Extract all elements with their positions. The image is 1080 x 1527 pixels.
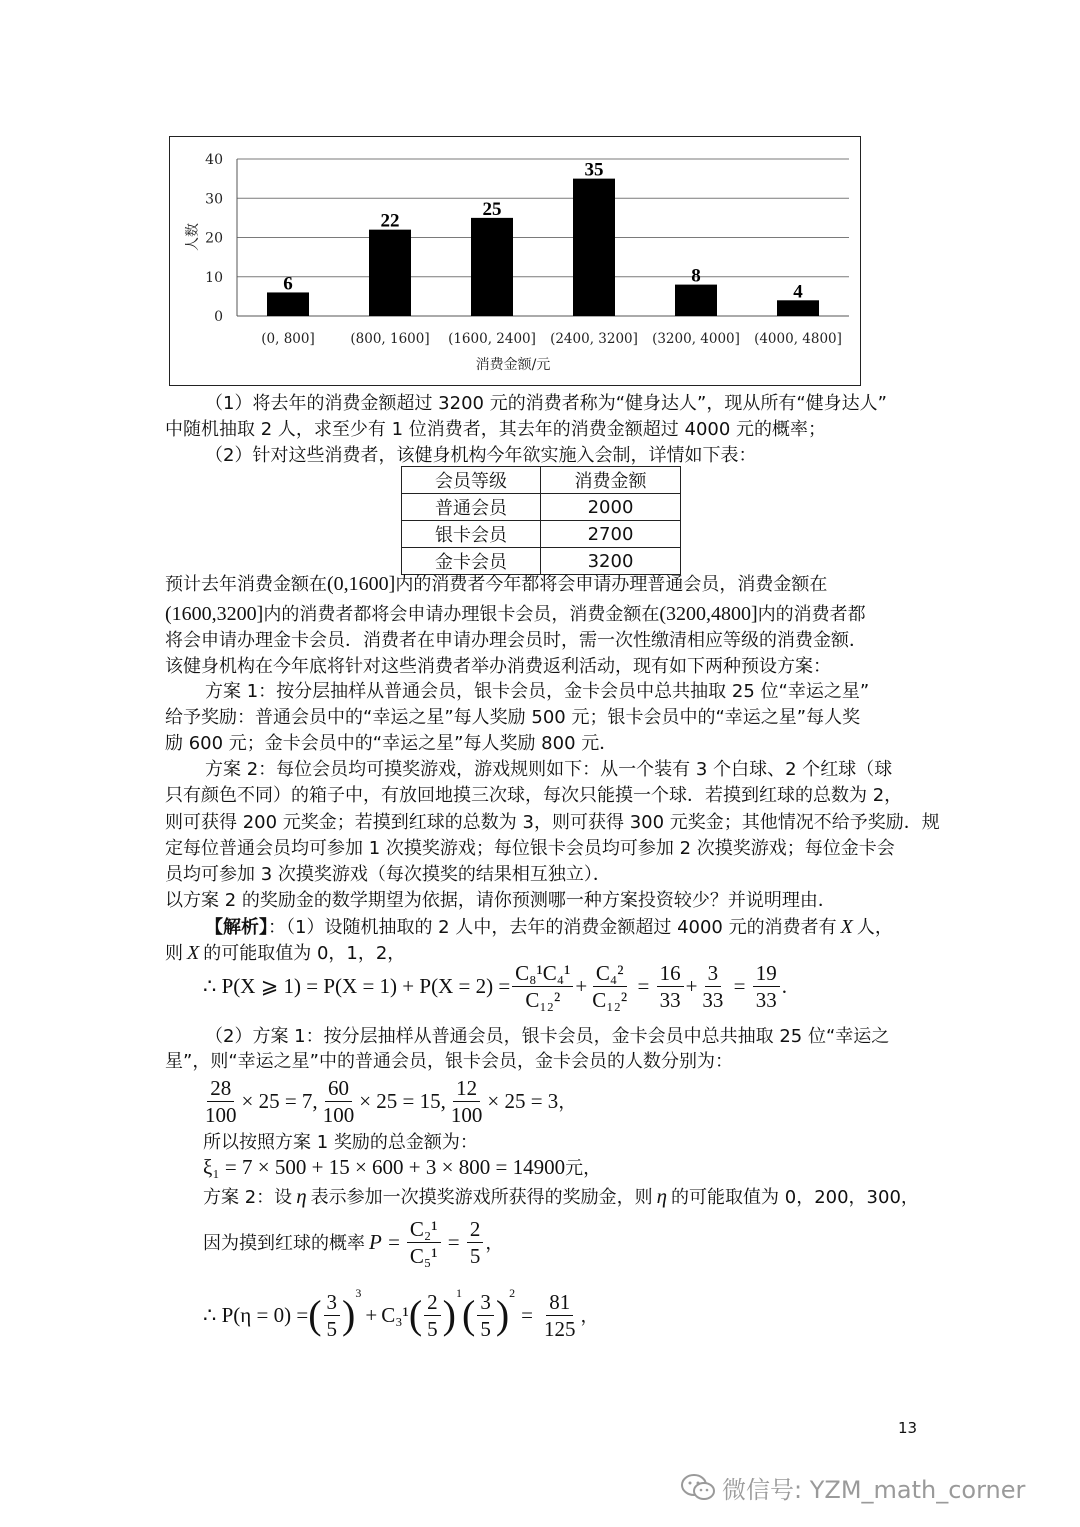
var-x: X	[840, 916, 853, 938]
bar	[369, 230, 411, 316]
equation-sample-counts	[200, 1073, 576, 1129]
plan-1-line: 给予奖励：普通会员中的“幸运之星”每人奖励 500 元；银卡会员中的“幸运之星”每人奖	[165, 707, 861, 728]
plan-2-line: 只有颜色不同）的箱子中，有放回地摸三次球，每次只能摸一个球．若摸到红球的总数为 2，	[165, 785, 903, 806]
frac-num: 16	[657, 960, 684, 987]
solution-2-line: 星”，则“幸运之星”中的普通会员，银卡会员，金卡会员的人数分别为：	[165, 1051, 733, 1072]
frac-num: 3	[477, 1289, 494, 1316]
frac-den: C₁₂²	[592, 987, 628, 1012]
frac-num: 28	[207, 1075, 234, 1102]
text-span: 内的消费者今年都将会申请办理普通会员，消费金额在	[395, 574, 828, 595]
frac-num: C₄²	[593, 960, 627, 987]
frac-num: 3	[705, 960, 722, 987]
bar-value-label: 6	[283, 273, 293, 295]
frac-den: C₁₂²	[525, 987, 561, 1012]
eq-lhs: ∴ P(X ⩾ 1) = P(X = 1) + P(X = 2) =	[203, 973, 511, 998]
bar-value-label: 22	[380, 210, 400, 232]
wechat-icon	[680, 1473, 716, 1503]
x-axis-title: 消费金额/元	[475, 357, 551, 373]
interval-math: (0,1600]	[327, 573, 396, 595]
y-tick-label: 10	[205, 269, 223, 286]
table-cell: 3200	[541, 548, 681, 575]
eq-lhs: ∴ P(η = 0) =	[203, 1302, 309, 1327]
plan-2-line: 则可获得 200 元奖金；若摸到红球的总数为 3，则可获得 300 元奖金；其他情况不给予奖励．规	[165, 812, 940, 833]
table-header-row	[402, 467, 681, 494]
eq-total: ξ₁ = 7 × 500 + 15 × 600 + 3 × 800 = 14900	[203, 1154, 566, 1179]
plan-2-line: 方案 2：每位会员均可摸奖游戏，游戏规则如下：从一个装有 3 个白球、2 个红球（球	[205, 759, 893, 780]
text-span: 内的消费者都	[757, 604, 866, 625]
question-2-intro: （2）针对这些消费者，该健身机构今年欲实施入会制，详情如下表：	[205, 445, 757, 466]
frac-den: 33	[659, 987, 681, 1012]
frac-den: 33	[702, 987, 724, 1012]
y-tick-label: 0	[214, 309, 223, 325]
eq-part: × 25 = 3	[487, 1088, 559, 1113]
plan-2-line: 员均可参加 3 次摸奖游戏（每次摸奖的结果相互独立）．	[165, 864, 611, 885]
frac-den: 5	[326, 1316, 338, 1341]
frac-den: 100	[205, 1102, 237, 1127]
frac-den: 5	[427, 1316, 438, 1341]
paragraph-line	[165, 601, 866, 628]
frac-num: C₂¹	[407, 1216, 441, 1243]
table-cell: 金卡会员	[402, 548, 541, 575]
comma: ，	[485, 1233, 504, 1254]
var-eta: η	[656, 1184, 668, 1208]
x-tick-label: (2400, 3200]	[550, 331, 638, 347]
bar-value-label: 25	[482, 198, 502, 220]
exponent: 1	[455, 1286, 462, 1300]
solution-2-line	[203, 1183, 919, 1211]
frac-den: C₅¹	[409, 1243, 438, 1268]
solution-2-line: （2）方案 1：按分层抽样从普通会员，银卡会员，金卡会员中总共抽取 25 位“幸运之	[205, 1026, 890, 1047]
bar-value-label: 4	[793, 281, 803, 303]
y-tick-label: 30	[205, 191, 223, 208]
exponent: 3	[355, 1286, 362, 1300]
table-header-cell: 消费金额	[541, 467, 681, 494]
table-cell: 普通会员	[402, 494, 541, 521]
plan-1-line: 方案 1：按分层抽样从普通会员，银卡会员，金卡会员中总共抽取 25 位“幸运之星”	[205, 681, 870, 702]
text-span: 因为摸到红球的概率	[203, 1233, 365, 1254]
bar	[267, 292, 309, 316]
frac-den: 100	[322, 1102, 355, 1127]
text-span: 方案 2：设	[203, 1187, 293, 1208]
combination: C₃¹	[381, 1302, 409, 1327]
text-span: 的可能取值为 0，200，300，	[671, 1187, 919, 1208]
table-cell: 2000	[541, 494, 681, 521]
frac-den: 33	[755, 987, 777, 1012]
text-span: 预计去年消费金额在	[165, 574, 327, 595]
member-table	[401, 466, 681, 575]
bar	[573, 179, 615, 316]
paragraph-line: 该健身机构在今年底将针对这些消费者举办消费返利活动，现有如下两种预设方案：	[165, 656, 831, 677]
x-tick-label: (0, 800]	[261, 331, 315, 347]
watermark	[680, 1470, 1025, 1505]
comma: ，	[580, 1306, 599, 1327]
eq-part: × 25 = 15,	[359, 1088, 446, 1113]
y-tick-label: 20	[205, 230, 223, 247]
frac-den: 5	[469, 1243, 481, 1268]
question-1-line-2: 中随机抽取 2 人，求至少有 1 位消费者，其去年的消费金额超过 4000 元的概率；	[165, 419, 827, 440]
interval-math: (3200,4800]	[659, 603, 758, 625]
equals-sign: =	[521, 1302, 533, 1327]
frac-num: 81	[546, 1289, 573, 1316]
frac-num: 2	[424, 1289, 441, 1316]
watermark-text: 微信号: YZM_math_corner	[722, 1476, 1026, 1504]
table-row	[402, 494, 681, 521]
x-tick-label: (1600, 2400]	[448, 331, 536, 347]
x-tick-label: (4000, 4800]	[754, 331, 842, 347]
frac-den: 5	[480, 1316, 491, 1341]
text-span: ：（1）设随机抽取的 2 人中，去年的消费金额超过 4000 元的消费者有	[268, 917, 837, 938]
plus-sign: +	[575, 973, 588, 998]
text-span: 内的消费者都将会申请办理银卡会员，消费金额在	[263, 604, 660, 625]
exponent: 2	[509, 1286, 516, 1300]
paragraph-line	[165, 571, 827, 598]
frac-num: 60	[325, 1075, 352, 1102]
y-axis-title: 人数	[185, 223, 201, 251]
solution-label: 【解析】	[205, 917, 268, 938]
unit: 元，	[565, 1158, 602, 1179]
equation-total-plan1	[203, 1152, 601, 1182]
eq-lhs: P =	[369, 1229, 401, 1254]
solution-2-line: 所以按照方案 1 奖励的总金额为：	[203, 1132, 478, 1153]
frac-den: 125	[543, 1316, 576, 1341]
x-tick-label: (3200, 4000]	[652, 331, 740, 347]
frac-num: 3	[324, 1289, 341, 1316]
plus-sign: +	[365, 1302, 378, 1327]
table-row	[402, 521, 681, 548]
question-1-line-1: （1）将去年的消费金额超过 3200 元的消费者称为“健身达人”，现从所有“健身达人”	[205, 393, 888, 414]
text-span: 表示参加一次摸奖游戏所获得的奖励金，则	[310, 1187, 653, 1208]
text-span: 则	[165, 943, 183, 964]
table-cell: 银卡会员	[402, 521, 541, 548]
equation-eta-zero: ∴ P(η = 0) = ( $\frac{3}{5}$ ) $^3$ + C₃¹ ( $\frac{2}{5}$ ) $^1$ ( $\frac{3}{5}$ ) $^2$ = $\frac{81}{125}$ ，	[203, 1286, 599, 1341]
table-header-cell: 会员等级	[402, 467, 541, 494]
frac-num: 2	[467, 1216, 484, 1243]
equation-red-probability: 因为摸到红球的概率 P = $\frac{\text{C₂¹}}{\text{C₅¹}}$ = $\frac{2}{5}$ ，	[203, 1216, 504, 1268]
bar	[675, 285, 717, 316]
interval-math: (1600,3200]	[165, 603, 264, 625]
plan-2-line: 定每位普通会员均可参加 1 次摸奖游戏；每位银卡会员均可参加 2 次摸奖游戏；每位金卡会	[165, 838, 895, 859]
table-cell: 2700	[541, 521, 681, 548]
x-tick-label: (800, 1600]	[350, 331, 430, 347]
frac-num: 19	[753, 960, 780, 987]
eq-part: × 25 = 7,	[241, 1088, 318, 1113]
paragraph-line: 将会申请办理金卡会员．消费者在申请办理会员时，需一次性缴清相应等级的消费金额．	[165, 630, 867, 651]
comma: ，	[558, 1092, 577, 1113]
var-eta: η	[296, 1184, 307, 1208]
bar-value-label: 8	[691, 265, 701, 287]
equation-probability: ∴ P(X ⩾ 1) = P(X = 1) + P(X = 2) = $\frac{\text{C₈¹C₄¹}}{\text{C₁₂²}}$ + $\frac{\text{C₄²}}{\text{C₁₂²}}$ = $\frac{16}{33}$ + $\frac{3}{33}$ = $\frac{19}{33}$ .	[203, 960, 787, 1012]
bar-value-label: 35	[584, 159, 604, 181]
period: .	[781, 973, 787, 998]
frac-num: 12	[453, 1075, 480, 1102]
bar	[471, 218, 513, 316]
var-x: X	[187, 942, 200, 964]
y-tick-label: 40	[205, 152, 223, 168]
bar-chart	[169, 136, 860, 385]
frac-den: 100	[450, 1102, 483, 1127]
solution-line	[205, 914, 893, 941]
text-span: 的可能取值为 0，1，2，	[203, 943, 406, 964]
question-end: 以方案 2 的奖励金的数学期望为依据，请你预测哪一种方案投资较少？并说明理由．	[165, 890, 836, 911]
plan-1-line: 励 600 元；金卡会员中的“幸运之星”每人奖励 800 元．	[165, 733, 618, 754]
page-number: 13	[898, 1419, 918, 1437]
text-span: 人，	[856, 917, 893, 938]
bar	[777, 300, 819, 316]
frac-num: C₈¹C₄¹	[512, 960, 573, 987]
